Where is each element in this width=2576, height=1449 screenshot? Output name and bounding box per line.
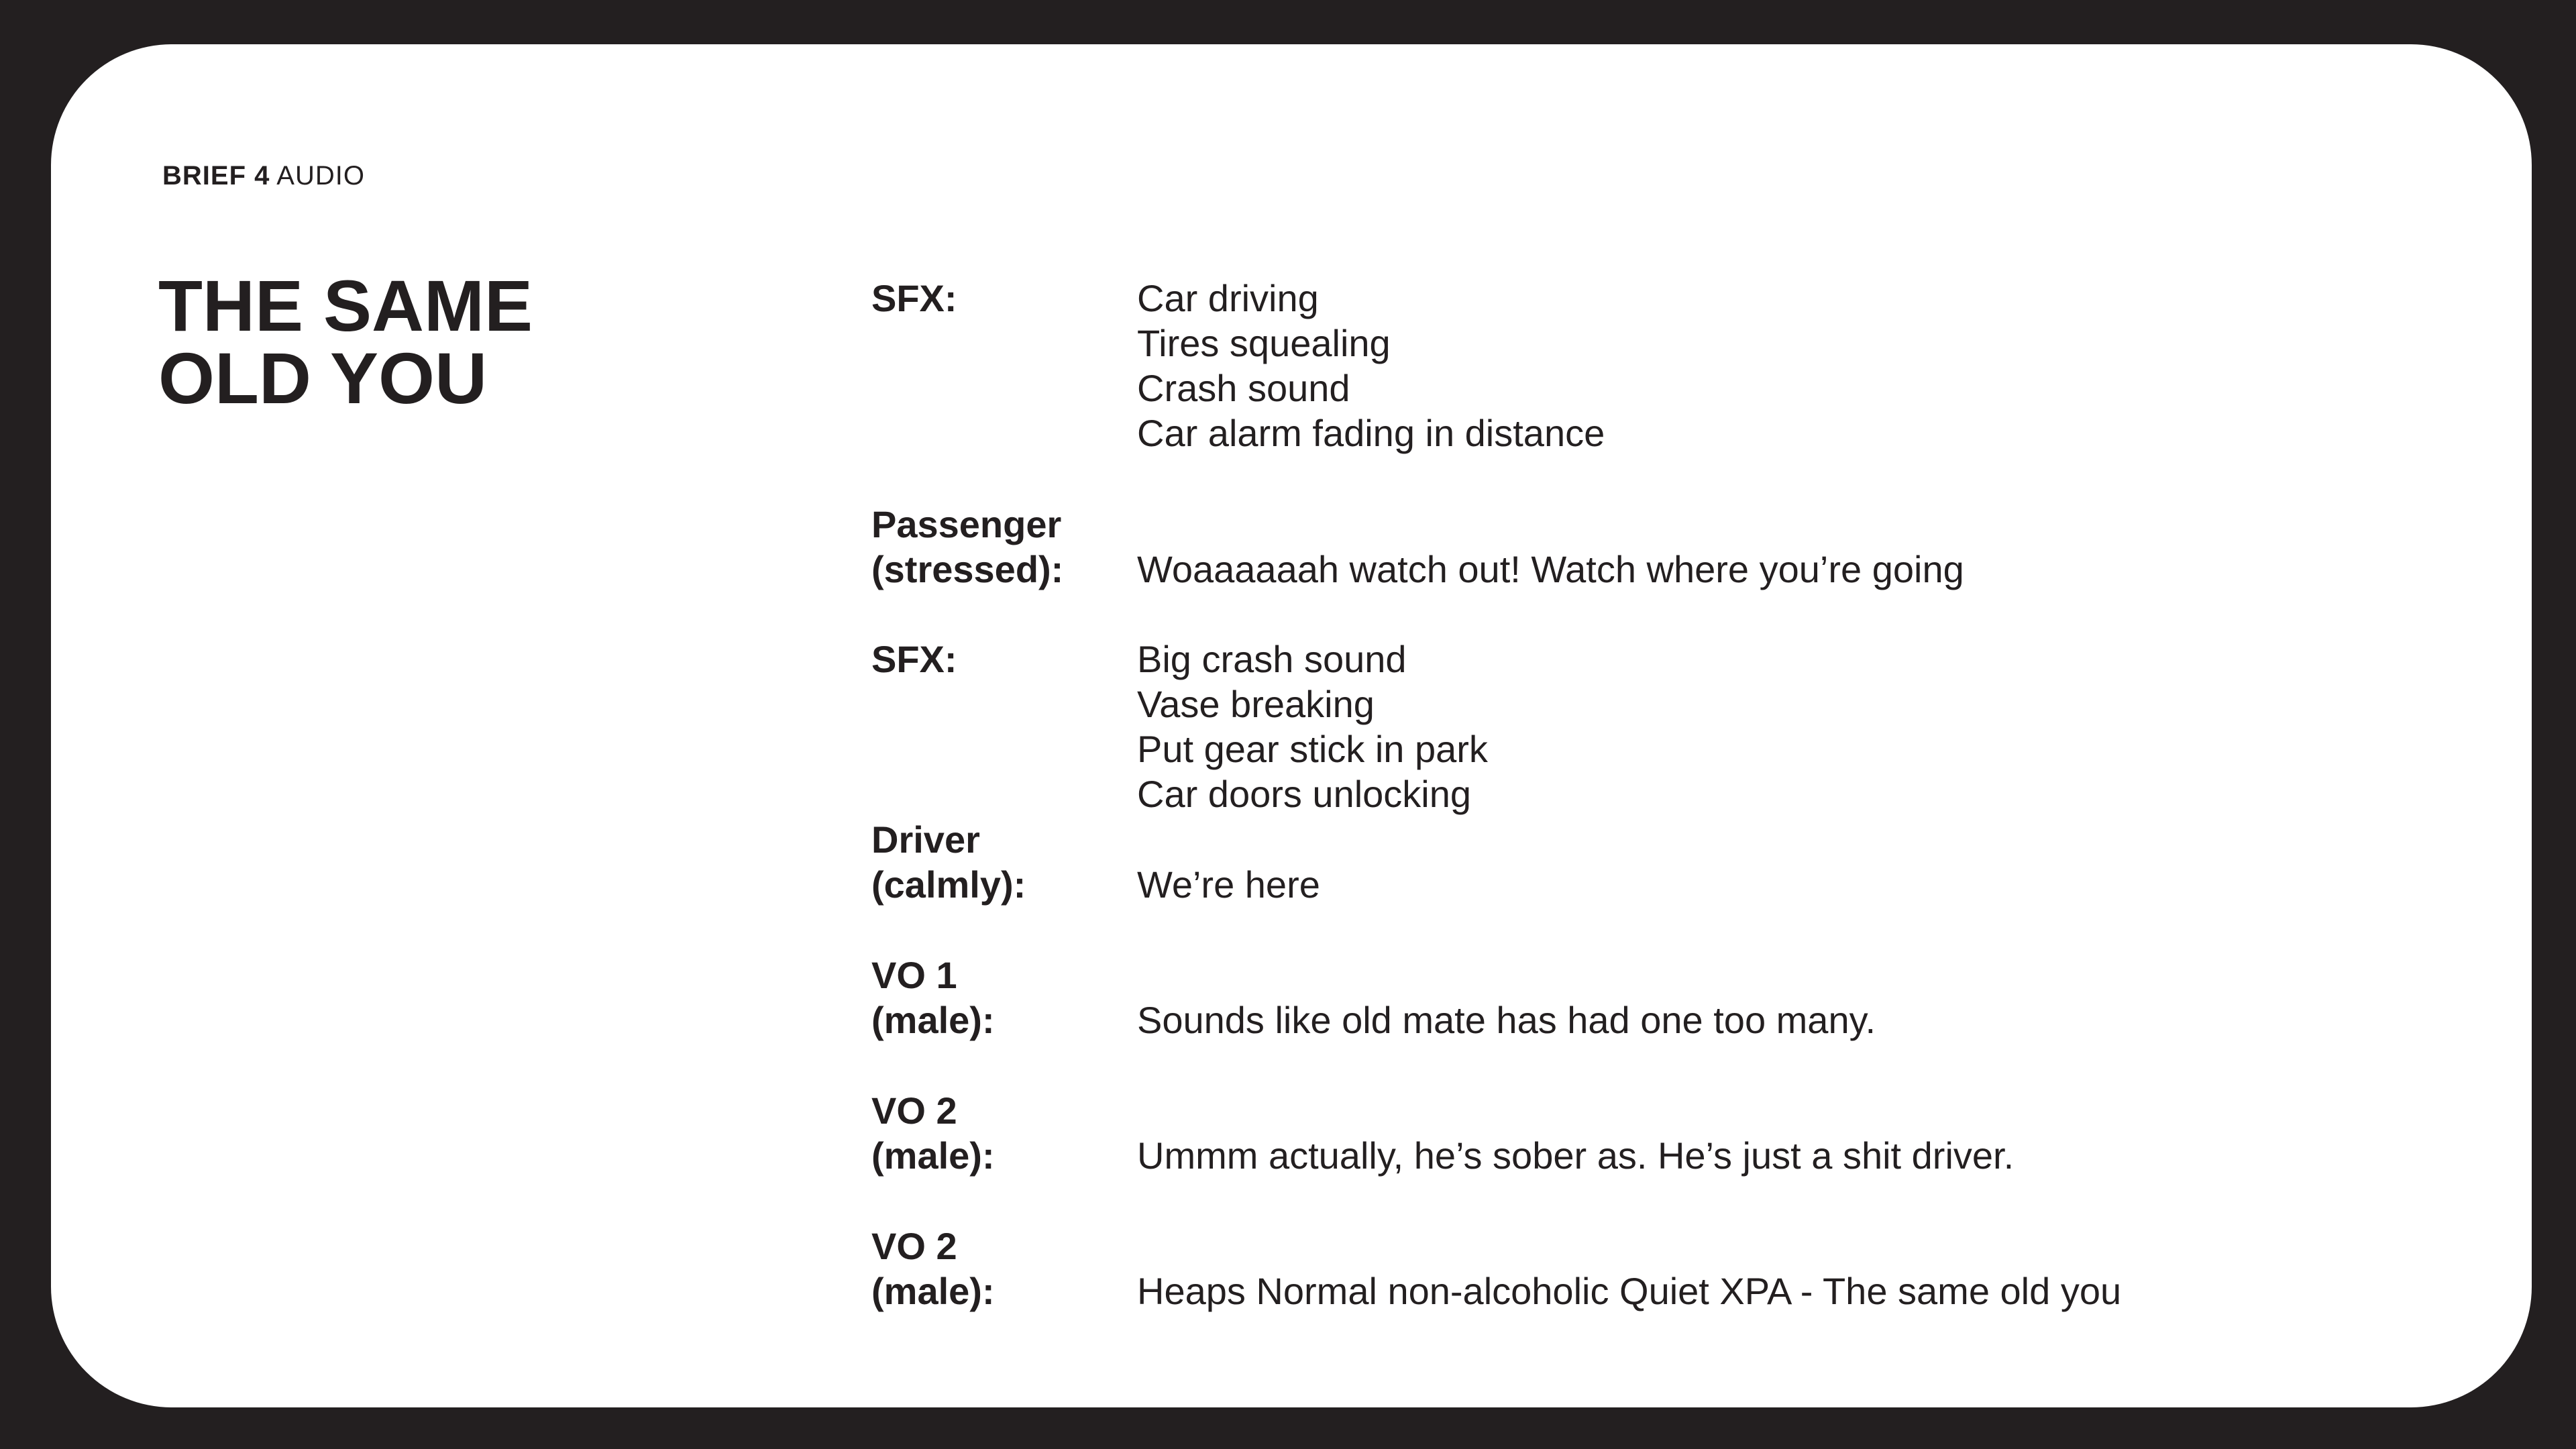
dialogue-lines <box>1137 637 2445 816</box>
speaker-label <box>871 1088 1126 1178</box>
dialogue-line: Crash sound <box>1137 367 1350 409</box>
dialogue-line: Vase breaking <box>1137 683 1375 725</box>
slide-card <box>51 44 2532 1407</box>
speaker-label <box>871 1224 1126 1313</box>
speaker-line: (male): <box>871 1270 995 1312</box>
brief-number: BRIEF 4 <box>162 161 270 191</box>
dialogue-line: Tires squealing <box>1137 322 1391 364</box>
title-line-2: OLD YOU <box>158 337 488 419</box>
dialogue-line <box>1137 953 2445 998</box>
dialogue-line <box>1137 817 2445 862</box>
dialogue-line <box>1137 1088 2445 1133</box>
dialogue-lines <box>1137 817 2445 907</box>
dialogue-lines <box>1137 953 2445 1042</box>
speaker-line: SFX: <box>871 277 957 319</box>
dialogue-line: Car doors unlocking <box>1137 773 1472 815</box>
dialogue-lines <box>1137 502 2445 592</box>
dialogue-line <box>1137 1224 2445 1269</box>
dialogue-line: Ummm actually, he’s sober as. He’s just a shit driver. <box>1137 1134 2015 1177</box>
dialogue-line: Big crash sound <box>1137 638 1407 680</box>
dialogue-lines <box>1137 276 2445 455</box>
dialogue-line: Put gear stick in park <box>1137 728 1488 770</box>
dialogue-line: Car alarm fading in distance <box>1137 412 1605 454</box>
speaker-line: SFX: <box>871 638 957 680</box>
dialogue-line: Woaaaaaah watch out! Watch where you’re going <box>1137 548 1964 590</box>
title-line-1: THE SAME <box>158 265 533 346</box>
page-title <box>158 265 762 419</box>
dialogue-line: We’re here <box>1137 863 1320 906</box>
speaker-line: VO 2 <box>871 1089 957 1132</box>
dialogue-line <box>1137 502 2445 547</box>
audio-script <box>871 44 2481 1407</box>
dialogue-lines <box>1137 1224 2445 1313</box>
dialogue-lines <box>1137 1088 2445 1178</box>
speaker-line: (stressed): <box>871 548 1064 590</box>
brief-label <box>162 161 365 191</box>
speaker-line: Driver <box>871 818 980 861</box>
speaker-label <box>871 502 1126 592</box>
speaker-line: VO 1 <box>871 954 957 996</box>
brief-type: AUDIO <box>276 161 365 191</box>
dialogue-line: Heaps Normal non-alcoholic Quiet XPA - The same old you <box>1137 1270 2122 1312</box>
speaker-line: VO 2 <box>871 1225 957 1267</box>
speaker-label <box>871 276 1126 321</box>
speaker-label <box>871 637 1126 682</box>
speaker-line: (male): <box>871 1134 995 1177</box>
speaker-line: (male): <box>871 999 995 1041</box>
speaker-label <box>871 953 1126 1042</box>
speaker-label <box>871 817 1126 907</box>
dialogue-line: Car driving <box>1137 277 1319 319</box>
dialogue-line: Sounds like old mate has had one too many. <box>1137 999 1876 1041</box>
speaker-line: Passenger <box>871 503 1062 545</box>
speaker-line: (calmly): <box>871 863 1026 906</box>
